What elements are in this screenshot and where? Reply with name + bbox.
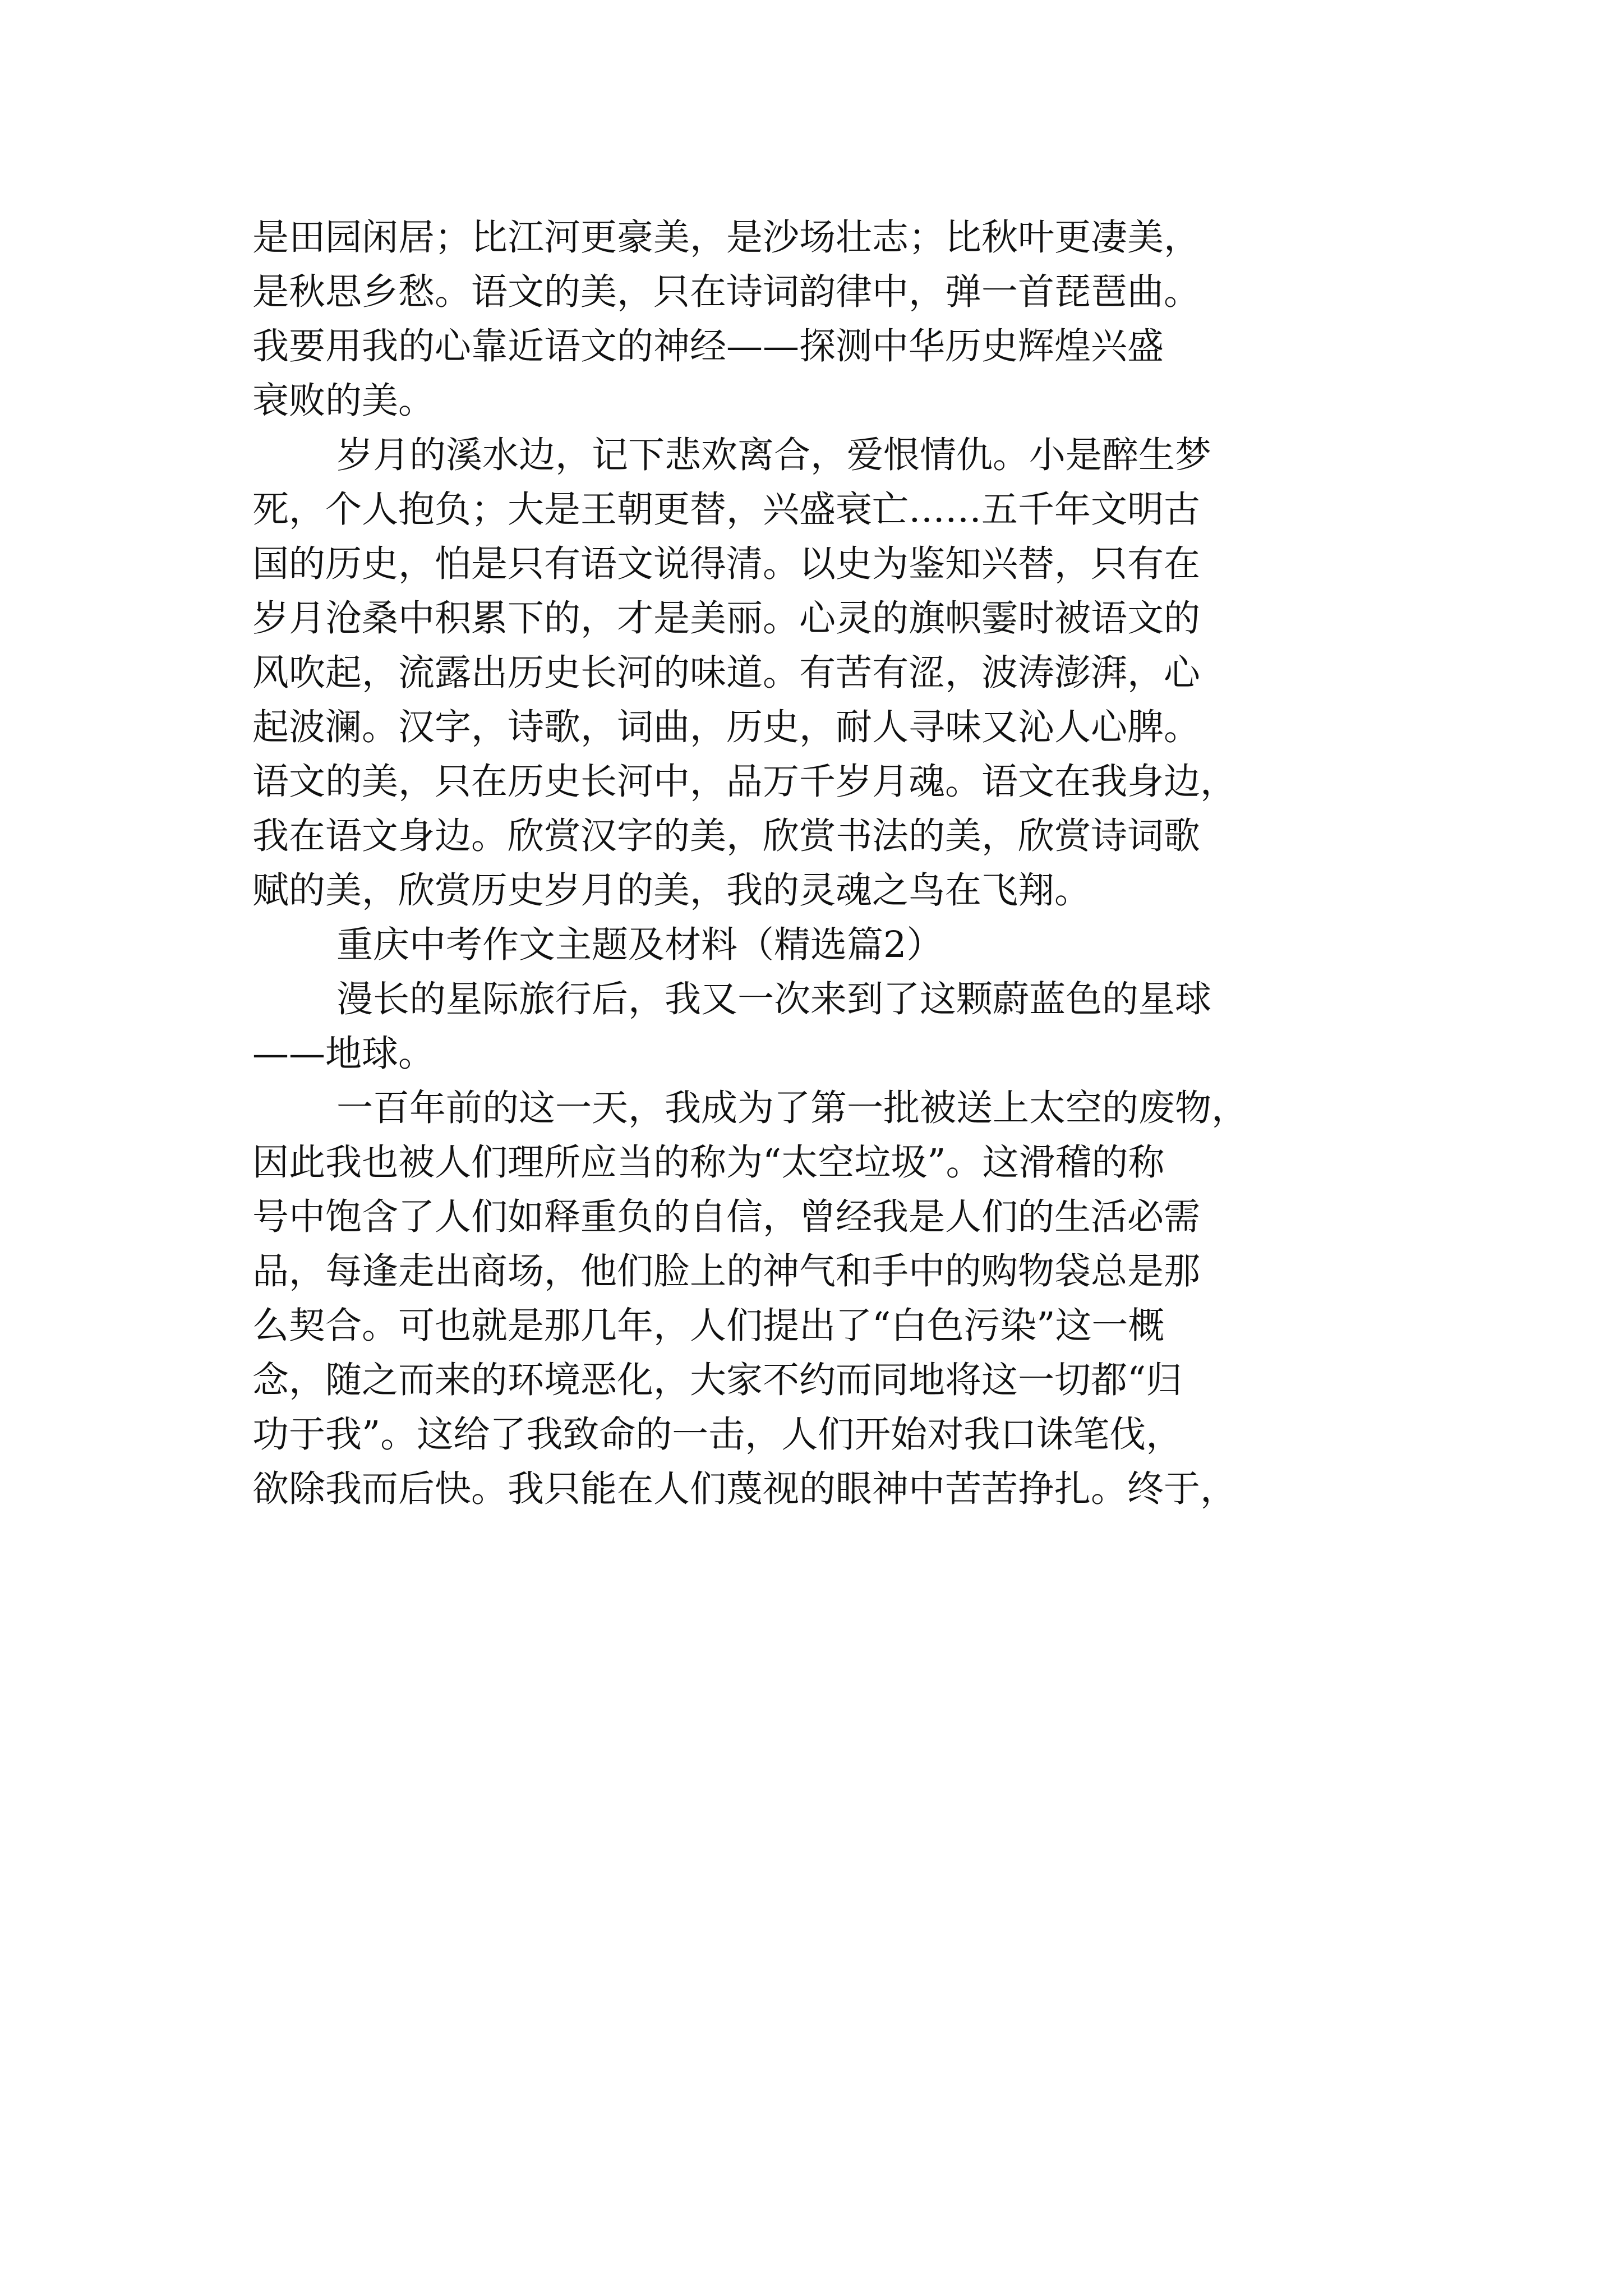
text-line: 号中饱含了人们如释重负的自信，曾经我是人们的生活必需 [252,1196,1201,1238]
paragraph-start-line: 岁月的溪水边，记下悲欢离合，爱恨情仇。小是醉生梦 [336,434,1212,476]
text-line: 国的历史，怕是只有语文说得清。以史为鉴知兴替，只有在 [252,543,1201,585]
text-line: 因此我也被人们理所应当的称为“太空垃圾”。这滑稽的称 [252,1142,1165,1184]
text-line: 是秋思乡愁。语文的美，只在诗词韵律中，弹一首琵琶曲。 [252,271,1201,313]
section-heading: 重庆中考作文主题及材料（精选篇2） [336,924,943,966]
text-line: 么契合。可也就是那几年，人们提出了“白色污染”这一概 [252,1305,1165,1347]
text-line: 是田园闲居；比江河更豪美，是沙场壮志；比秋叶更凄美， [252,217,1201,259]
text-line: 赋的美，欣赏历史岁月的美，我的灵魂之鸟在飞翔。 [252,869,1091,912]
document-body [252,210,1391,1516]
text-line: 语文的美，只在历史长河中，品万千岁月魂。语文在我身边， [252,761,1237,803]
text-line: 起波澜。汉字，诗歌，词曲，历史，耐人寻味又沁人心脾。 [252,706,1201,748]
text-line: ——地球。 [252,1033,435,1075]
text-line: 欲除我而后快。我只能在人们蔑视的眼神中苦苦挣扎。终于， [252,1468,1237,1510]
text-line: 风吹起，流露出历史长河的味道。有苦有涩，波涛澎湃，心 [252,652,1201,694]
text-line: 我要用我的心靠近语文的神经——探测中华历史辉煌兴盛 [252,325,1164,367]
text-line: 念，随之而来的环境恶化，大家不约而同地将这一切都“归 [252,1359,1183,1401]
text-line: 衰败的美。 [252,380,435,422]
paragraph-start-line: 漫长的星际旅行后，我又一次来到了这颗蔚蓝色的星球 [336,978,1212,1020]
text-line: 品，每逢走出商场，他们脸上的神气和手中的购物袋总是那 [252,1250,1201,1292]
text-line: 我在语文身边。欣赏汉字的美，欣赏书法的美，欣赏诗词歌 [252,815,1201,857]
text-line: 死，个人抱负；大是王朝更替，兴盛衰亡……五千年文明古 [252,489,1201,531]
text-line: 功于我”。这给了我致命的一击，人们开始对我口诛笔伐， [252,1414,1183,1456]
text-line: 岁月沧桑中积累下的，才是美丽。心灵的旗帜霎时被语文的 [252,597,1201,639]
paragraph-start-line: 一百年前的这一天，我成为了第一批被送上太空的废物， [336,1087,1248,1129]
